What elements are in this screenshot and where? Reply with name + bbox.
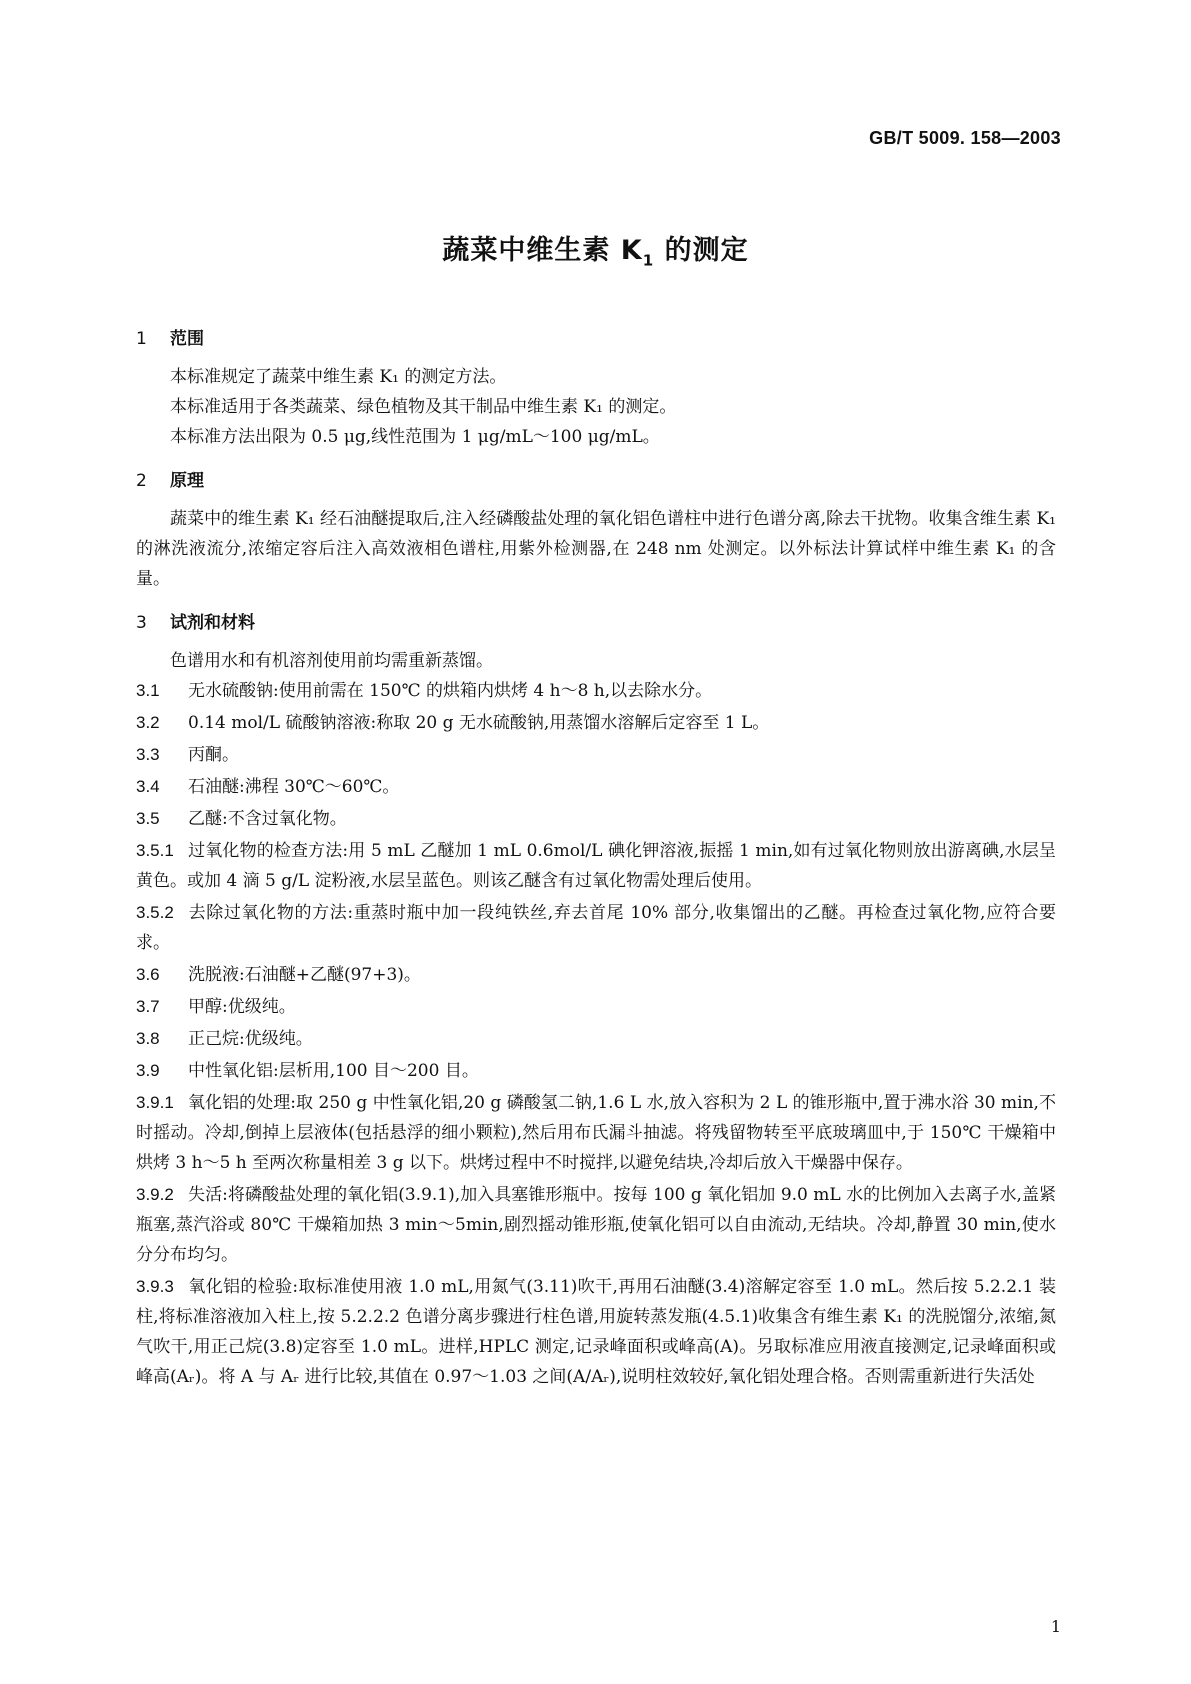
section-heading-principle [136, 466, 1056, 496]
paragraph: 本标准规定了蔬菜中维生素 K₁ 的测定方法。 [170, 367, 507, 387]
page-number: 1 [1050, 1617, 1061, 1636]
clause-number: 3.9.2 [136, 1185, 174, 1204]
section-number: 1 [136, 329, 147, 349]
clause-text: 过氧化物的检查方法:用 5 mL 乙醚加 1 mL 0.6mol/L 碘化钾溶液,振摇 1 min,如有过氧化物则放出游离碘,水层呈黄色。或加 4 滴 5 g/L 淀粉液,水层呈蓝色。则该乙醚含有过氧化物需处理后使用。 [136, 841, 1056, 891]
clause-text: 甲醇:优级纯。 [188, 997, 296, 1017]
clause-item [136, 992, 1056, 1022]
section-number: 3 [136, 613, 147, 633]
section-number: 2 [136, 471, 147, 491]
paragraph: 蔬菜中的维生素 K₁ 经石油醚提取后,注入经磷酸盐处理的氧化铝色谱柱中进行色谱分离,除去干扰物。收集含维生素 K₁ 的淋洗液流分,浓缩定容后注入高效液相色谱柱,用紫外检测器,在 248 nm 处测定。以外标法计算试样中维生素 K₁ 的含量。 [136, 509, 1056, 589]
paragraph: 本标准适用于各类蔬菜、绿色植物及其干制品中维生素 K₁ 的测定。 [170, 397, 677, 417]
clause-number: 3.1 [136, 681, 160, 700]
paragraph: 色谱用水和有机溶剂使用前均需重新蒸馏。 [170, 651, 493, 671]
title-rest: 的测定 [654, 235, 749, 266]
clause-text: 氧化铝的处理:取 250 g 中性氧化铝,20 g 磷酸氢二钠,1.6 L 水,放入容积为 2 L 的锥形瓶中,置于沸水浴 30 min,不时摇动。冷却,倒掉上层液体(包括悬浮的细小颗粒),然后用布氏漏斗抽滤。将残留物转至平底玻璃皿中,于 150℃ 干燥箱中烘烤 3 h～5 h 至两次称量相差 3 g 以下。烘烤过程中不时搅拌,以避免结块,冷却后放入干燥器中保存。 [136, 1093, 1056, 1173]
section-title: 原理 [170, 471, 204, 491]
clause-item [136, 708, 1056, 738]
clause-item [136, 1024, 1056, 1054]
clause-item [136, 740, 1056, 770]
clause-number: 3.9.3 [136, 1277, 174, 1296]
clause-text: 洗脱液:石油醚+乙醚(97+3)。 [188, 965, 421, 985]
title-main: 蔬菜中维生素 K [442, 235, 643, 266]
clause-number: 3.4 [136, 777, 160, 796]
clause-number: 3.8 [136, 1029, 160, 1048]
clause-number: 3.9.1 [136, 1093, 174, 1112]
clause-text: 去除过氧化物的方法:重蒸时瓶中加一段纯铁丝,弃去首尾 10% 部分,收集馏出的乙醚。再检查过氧化物,应符合要求。 [136, 903, 1056, 953]
clause-item [136, 898, 1056, 958]
clause-number: 3.5.2 [136, 903, 174, 922]
clause-text: 乙醚:不含过氧化物。 [188, 809, 347, 829]
clause-item [136, 1272, 1056, 1392]
clause-text: 失活:将磷酸盐处理的氧化铝(3.9.1),加入具塞锥形瓶中。按每 100 g 氧化铝加 9.0 mL 水的比例加入去离子水,盖紧瓶塞,蒸汽浴或 80℃ 干燥箱加热 3 min～5min,剧烈摇动锥形瓶,使氧化铝可以自由流动,无结块。冷却,静置 30 min,使水分分布均匀。 [136, 1185, 1056, 1265]
clause-item [136, 676, 1056, 706]
clause-number: 3.9 [136, 1061, 160, 1080]
clause-item [136, 1088, 1056, 1178]
clause-number: 3.3 [136, 745, 160, 764]
clause-number: 3.7 [136, 997, 160, 1016]
title-subscript: 1 [642, 251, 655, 270]
clause-item [136, 772, 1056, 802]
section-heading-scope [136, 324, 1056, 354]
clause-text: 氧化铝的检验:取标准使用液 1.0 mL,用氮气(3.11)吹干,再用石油醚(3.4)溶解定容至 1.0 mL。然后按 5.2.2.1 装柱,将标准溶液加入柱上,按 5.2.2.2 色谱分离步骤进行柱色谱,用旋转蒸发瓶(4.5.1)收集含有维生素 K₁ 的洗脱馏分,浓缩,氮气吹干,用正己烷(3.8)定容至 1.0 mL。进样,HPLC 测定,记录峰面积或峰高(A)。另取标准应用液直接测定,记录峰面积或峰高(Aᵣ)。将 A 与 Aᵣ 进行比较,其值在 0.97～1.03 之间(A/Aᵣ),说明柱效较好,氧化铝处理合格。否则需重新进行失活处 [136, 1277, 1056, 1387]
clause-text: 石油醚:沸程 30℃～60℃。 [188, 777, 400, 797]
clause-item [136, 1056, 1056, 1086]
clause-item [136, 836, 1056, 896]
section-heading-reagents [136, 608, 1056, 638]
paragraph: 本标准方法出限为 0.5 μg,线性范围为 1 μg/mL～100 μg/mL。 [170, 427, 660, 447]
section-title: 试剂和材料 [170, 613, 255, 633]
clause-text: 0.14 mol/L 硫酸钠溶液:称取 20 g 无水硫酸钠,用蒸馏水溶解后定容至 1 L。 [188, 713, 770, 733]
clause-item [136, 960, 1056, 990]
clause-number: 3.5 [136, 809, 160, 828]
clause-item [136, 804, 1056, 834]
clause-item [136, 1180, 1056, 1270]
clause-text: 无水硫酸钠:使用前需在 150℃ 的烘箱内烘烤 4 h～8 h,以去除水分。 [188, 681, 713, 701]
clause-text: 正己烷:优级纯。 [188, 1029, 313, 1049]
clause-text: 丙酮。 [188, 745, 239, 765]
document-title [0, 228, 1191, 269]
section-title: 范围 [170, 329, 204, 349]
clause-text: 中性氧化铝:层析用,100 目～200 目。 [188, 1061, 479, 1081]
clause-number: 3.2 [136, 713, 160, 732]
standard-code: GB/T 5009. 158—2003 [869, 128, 1061, 148]
clause-number: 3.6 [136, 965, 160, 984]
document-body [136, 324, 1056, 1394]
clause-number: 3.5.1 [136, 841, 174, 860]
